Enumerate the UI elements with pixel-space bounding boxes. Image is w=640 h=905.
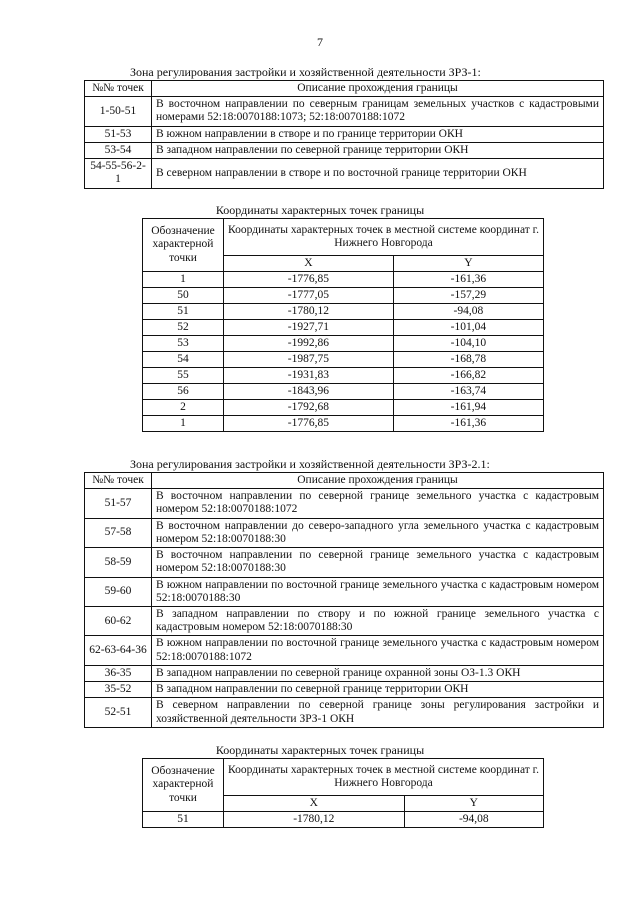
- coord-y: -161,36: [393, 416, 543, 432]
- zone2-body: [85, 489, 604, 728]
- row-points: 36-35: [85, 665, 152, 681]
- coords1-header-y: Y: [393, 256, 543, 272]
- coord-x: -1780,12: [224, 304, 394, 320]
- row-points: 53-54: [85, 142, 152, 158]
- row-points: 58-59: [85, 548, 152, 577]
- row-points: 54-55-56-2-1: [85, 159, 152, 188]
- table-row: [85, 636, 604, 665]
- coord-point: 56: [143, 384, 224, 400]
- coords2-title: Координаты характерных точек границы: [215, 743, 425, 757]
- row-points: 60-62: [85, 606, 152, 635]
- coord-y: -161,36: [393, 272, 543, 288]
- zone1-table: [84, 80, 604, 189]
- coords1-body: [143, 272, 544, 432]
- table-row: [143, 288, 544, 304]
- row-description: В западном направлении по створу и по южной границе земельного участка с кадастровым номером 52:18:0070188:30: [152, 606, 604, 635]
- table-row: [85, 142, 604, 158]
- table-row: [143, 812, 544, 828]
- coord-x: -1927,71: [224, 320, 394, 336]
- coord-y: -104,10: [393, 336, 543, 352]
- row-points: 51-57: [85, 489, 152, 518]
- row-description: В северном направлении в створе и по восточной границе территории ОКН: [152, 159, 604, 188]
- coords1-title: Координаты характерных точек границы: [215, 203, 425, 217]
- coord-x: -1776,85: [224, 272, 394, 288]
- coord-x: -1780,12: [224, 812, 405, 828]
- table-row: [143, 320, 544, 336]
- coord-point: 1: [143, 272, 224, 288]
- table-row: [143, 368, 544, 384]
- coord-x: -1992,86: [224, 336, 394, 352]
- row-points: 57-58: [85, 518, 152, 547]
- row-description: В восточном направлении по северным границам земельных участков с кадастровыми номерами 52:18:0070188:1073; 52:18:0070188:1072: [152, 97, 604, 126]
- zone1-body: [85, 97, 604, 188]
- page-number: 7: [317, 35, 323, 49]
- coords2-body: [143, 812, 544, 828]
- table-row: [85, 698, 604, 727]
- coord-x: -1776,85: [224, 416, 394, 432]
- table-row: [143, 352, 544, 368]
- row-description: В западном направлении по северной границе охранной зоны ОЗ-1.3 ОКН: [152, 665, 604, 681]
- row-description: В южном направлении по восточной границе земельного участка с кадастровым номером 52:18:0070188:1072: [152, 636, 604, 665]
- row-description: В западном направлении по северной границе территории ОКН: [152, 682, 604, 698]
- table-row: [85, 489, 604, 518]
- coord-point: 50: [143, 288, 224, 304]
- coord-point: 1: [143, 416, 224, 432]
- table-row: [143, 336, 544, 352]
- coords1-header-point: Обозначение характерной точки: [143, 219, 224, 272]
- table-row: [143, 272, 544, 288]
- coords2-header-x: X: [224, 796, 405, 812]
- coord-y: -94,08: [404, 812, 543, 828]
- coord-x: -1987,75: [224, 352, 394, 368]
- coord-x: -1843,96: [224, 384, 394, 400]
- coords1-header-x: X: [224, 256, 394, 272]
- zone2-table: [84, 472, 604, 728]
- row-points: 1-50-51: [85, 97, 152, 126]
- zone1-title: Зона регулирования застройки и хозяйственной деятельности ЗРЗ-1:: [130, 65, 481, 79]
- row-points: 59-60: [85, 577, 152, 606]
- table-row: [143, 384, 544, 400]
- coord-y: -157,29: [393, 288, 543, 304]
- coords2-header-y: Y: [404, 796, 543, 812]
- table-row: [143, 416, 544, 432]
- coord-y: -101,04: [393, 320, 543, 336]
- table-row: [143, 400, 544, 416]
- coords2-table: [142, 758, 544, 828]
- coord-y: -161,94: [393, 400, 543, 416]
- coord-point: 51: [143, 304, 224, 320]
- coord-y: -166,82: [393, 368, 543, 384]
- coord-point: 52: [143, 320, 224, 336]
- row-points: 51-53: [85, 126, 152, 142]
- zone2-header-points: №№ точек: [85, 473, 152, 489]
- table-row: [85, 682, 604, 698]
- row-description: В восточном направлении до северо-западного угла земельного участка с кадастровым номером 52:18:0070188:30: [152, 518, 604, 547]
- row-points: 35-52: [85, 682, 152, 698]
- row-points: 52-51: [85, 698, 152, 727]
- row-description: В южном направлении в створе и по границе территории ОКН: [152, 126, 604, 142]
- table-row: [85, 606, 604, 635]
- table-row: [85, 665, 604, 681]
- row-description: В западном направлении по северной границе территории ОКН: [152, 142, 604, 158]
- coord-point: 2: [143, 400, 224, 416]
- table-row: [85, 159, 604, 188]
- row-description: В северном направлении по северной границе зоны регулирования застройки и хозяйственной деятельности ЗРЗ-1 ОКН: [152, 698, 604, 727]
- coord-x: -1777,05: [224, 288, 394, 304]
- coord-x: -1931,83: [224, 368, 394, 384]
- row-description: В южном направлении по восточной границе земельного участка с кадастровым номером 52:18:0070188:30: [152, 577, 604, 606]
- coords1-header-system: Координаты характерных точек в местной системе координат г. Нижнего Новгорода: [224, 219, 544, 256]
- coord-x: -1792,68: [224, 400, 394, 416]
- table-row: [85, 126, 604, 142]
- zone2-header-desc: Описание прохождения границы: [152, 473, 604, 489]
- table-row: [85, 518, 604, 547]
- coord-y: -163,74: [393, 384, 543, 400]
- coord-point: 51: [143, 812, 224, 828]
- row-description: В восточном направлении по северной границе земельного участка с кадастровым номером 52:18:0070188:30: [152, 548, 604, 577]
- coords2-header-system: Координаты характерных точек в местной системе координат г. Нижнего Новгорода: [224, 759, 544, 796]
- coord-y: -94,08: [393, 304, 543, 320]
- coords1-table: [142, 218, 544, 432]
- coord-y: -168,78: [393, 352, 543, 368]
- coord-point: 54: [143, 352, 224, 368]
- zone2-title: Зона регулирования застройки и хозяйственной деятельности ЗРЗ-2.1:: [130, 457, 490, 471]
- table-row: [85, 577, 604, 606]
- table-row: [85, 548, 604, 577]
- zone1-header-desc: Описание прохождения границы: [152, 81, 604, 97]
- coords2-header-point: Обозначение характерной точки: [143, 759, 224, 812]
- zone1-header-points: №№ точек: [85, 81, 152, 97]
- table-row: [143, 304, 544, 320]
- table-row: [85, 97, 604, 126]
- row-points: 62-63-64-36: [85, 636, 152, 665]
- coord-point: 55: [143, 368, 224, 384]
- row-description: В восточном направлении по северной границе земельного участка с кадастровым номером 52:18:0070188:1072: [152, 489, 604, 518]
- coord-point: 53: [143, 336, 224, 352]
